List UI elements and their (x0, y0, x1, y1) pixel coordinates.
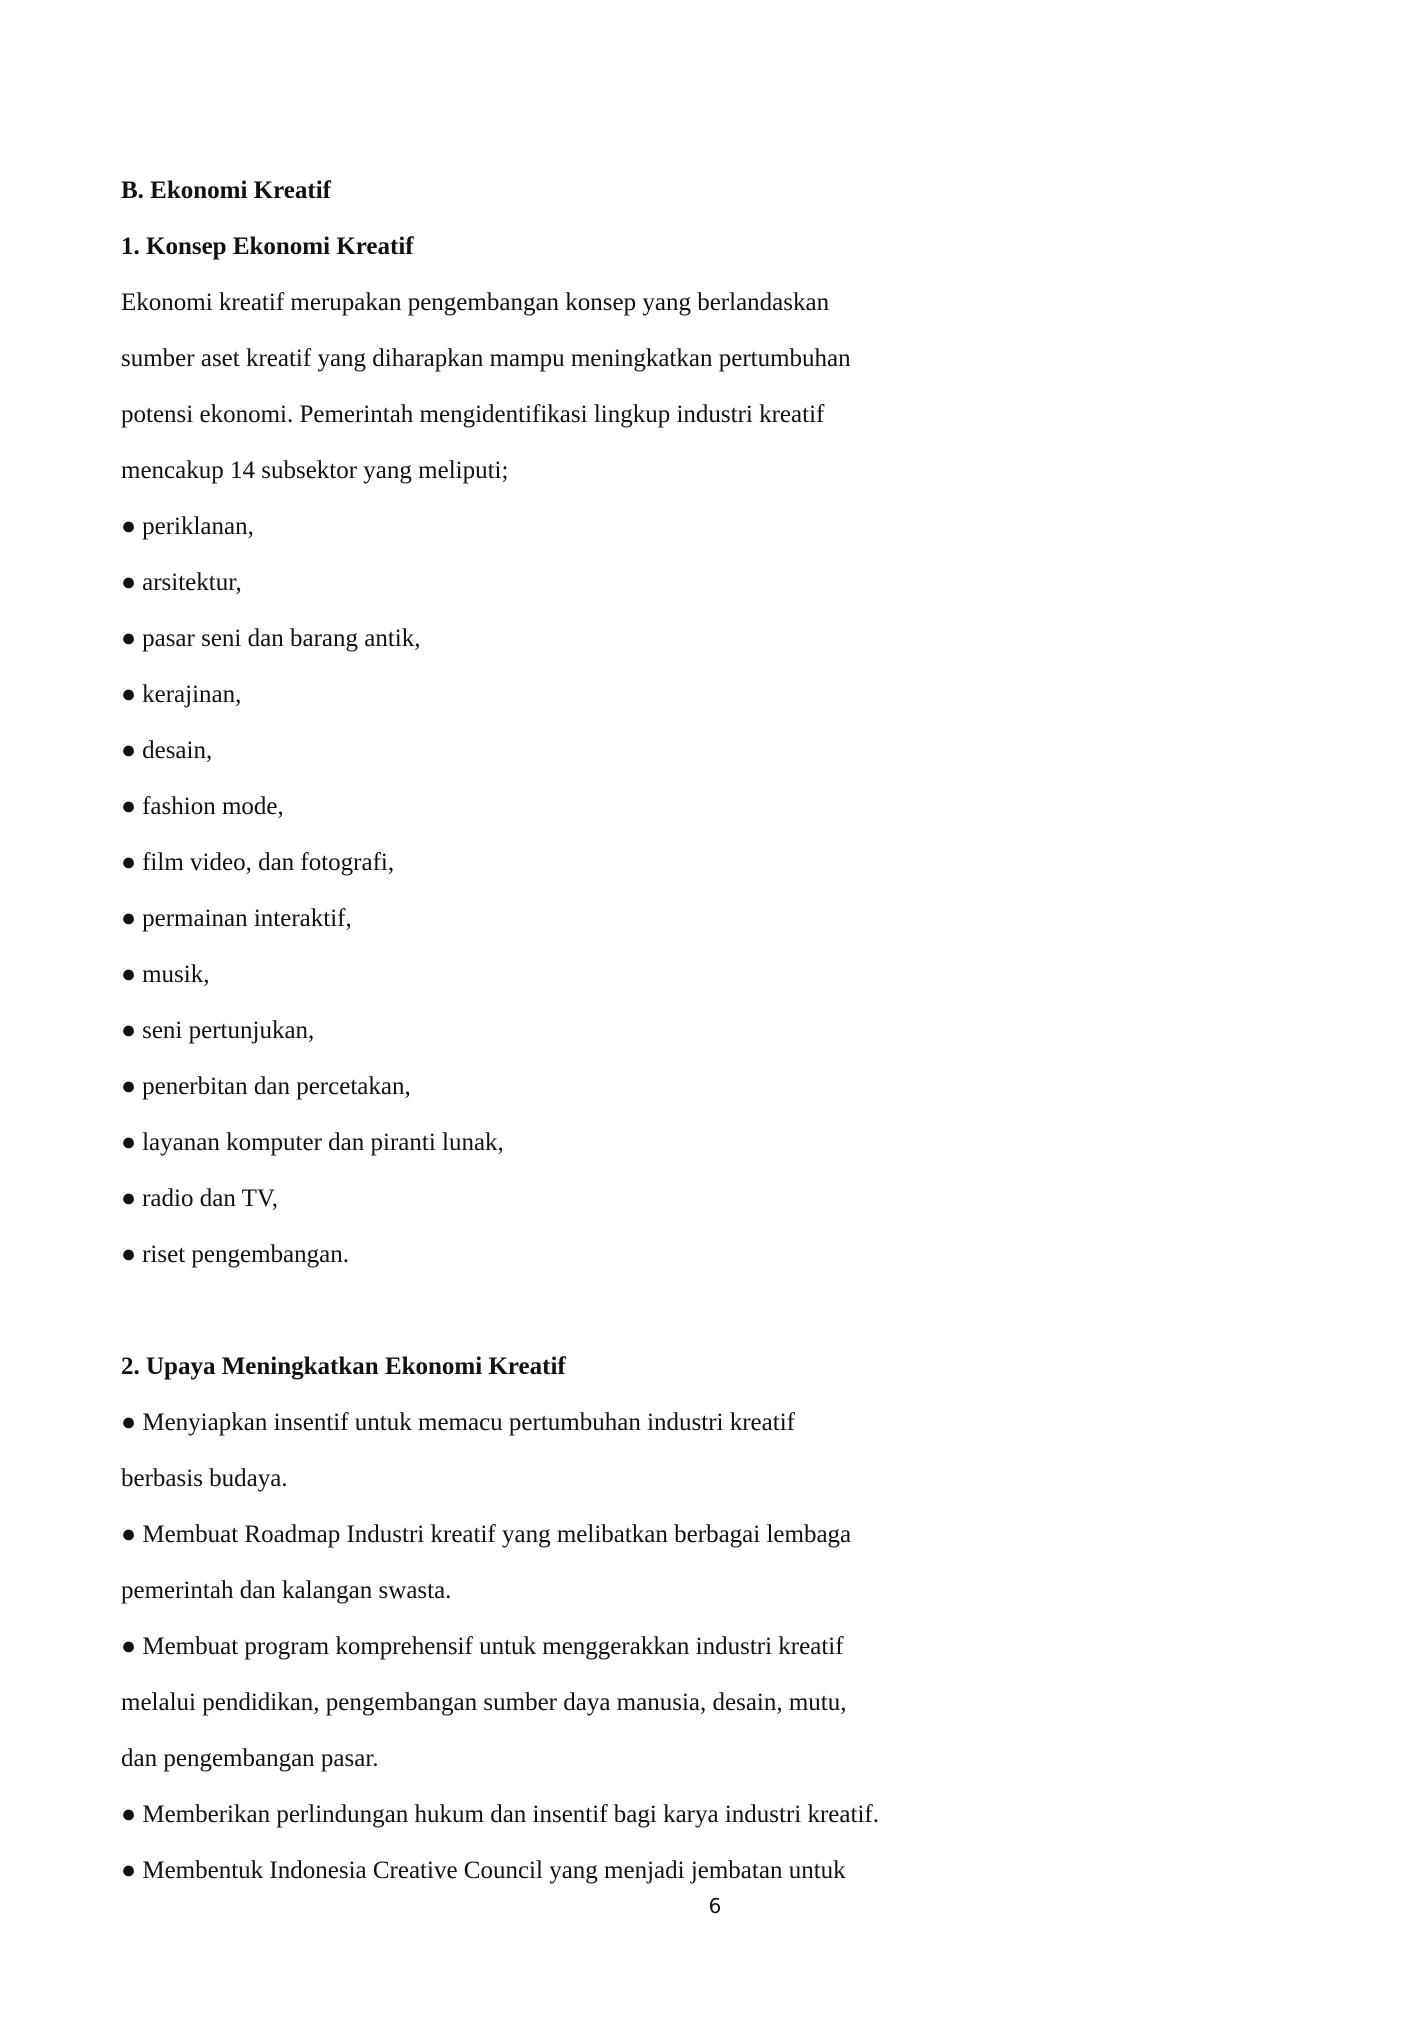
bullet-icon: ● (121, 905, 137, 932)
list-item (121, 1184, 278, 1214)
list-item-text: arsitektur, (142, 569, 242, 596)
bullet-icon: ● (121, 681, 137, 708)
bullet-icon: ● (121, 961, 137, 988)
efforts-line: ● Membentuk Indonesia Creative Council yang menjadi jembatan untuk (121, 1857, 846, 1884)
list-item (121, 1240, 349, 1270)
list-item (121, 848, 394, 878)
bullet-icon: ● (121, 1241, 137, 1268)
list-item (121, 512, 254, 542)
bullet-icon: ● (121, 793, 137, 820)
bullet-icon: ● (121, 1073, 137, 1100)
efforts-line: ● Memberikan perlindungan hukum dan insentif bagi karya industri kreatif. (121, 1801, 879, 1828)
list-item-text: periklanan, (142, 513, 254, 540)
efforts-heading: 2. Upaya Meningkatkan Ekonomi Kreatif (121, 1353, 566, 1380)
efforts-line: ● Menyiapkan insentif untuk memacu pertumbuhan industri kreatif (121, 1409, 795, 1436)
list-item-text: musik, (142, 961, 210, 988)
list-item-text: riset pengembangan. (142, 1241, 349, 1268)
list-item-text: layanan komputer dan piranti lunak, (142, 1129, 504, 1156)
efforts-line: berbasis budaya. (121, 1465, 288, 1492)
list-item-text: radio dan TV, (142, 1185, 278, 1212)
bullet-icon: ● (121, 1017, 137, 1044)
bullet-icon: ● (121, 569, 137, 596)
page-number: 6 (708, 1894, 722, 1918)
list-item-text: seni pertunjukan, (142, 1017, 315, 1044)
list-item-text: desain, (142, 737, 213, 764)
bullet-icon: ● (121, 849, 137, 876)
paragraph-line: sumber aset kreatif yang diharapkan mampu meningkatkan pertumbuhan (121, 345, 851, 372)
list-item (121, 904, 352, 934)
paragraph-line: mencakup 14 subsektor yang meliputi; (121, 457, 509, 484)
bullet-icon: ● (121, 1129, 137, 1156)
list-item (121, 792, 284, 822)
bullet-icon: ● (121, 1185, 137, 1212)
efforts-line: pemerintah dan kalangan swasta. (121, 1577, 452, 1604)
bullet-icon: ● (121, 737, 137, 764)
list-item-text: fashion mode, (142, 793, 284, 820)
efforts-line: dan pengembangan pasar. (121, 1745, 379, 1772)
list-item (121, 624, 420, 654)
list-item-text: film video, dan fotografi, (142, 849, 395, 876)
list-item (121, 1016, 314, 1046)
list-item (121, 568, 242, 598)
paragraph-line: potensi ekonomi. Pemerintah mengidentifikasi lingkup industri kreatif (121, 401, 825, 428)
paragraph-line: Ekonomi kreatif merupakan pengembangan konsep yang berlandaskan (121, 289, 830, 316)
list-item (121, 680, 241, 710)
list-item-text: kerajinan, (142, 681, 242, 708)
efforts-line: melalui pendidikan, pengembangan sumber daya manusia, desain, mutu, (121, 1689, 847, 1716)
concept-heading: 1. Konsep Ekonomi Kreatif (121, 233, 414, 260)
section-heading: B. Ekonomi Kreatif (121, 177, 331, 204)
list-item (121, 1072, 411, 1102)
list-item (121, 736, 212, 766)
efforts-line: ● Membuat Roadmap Industri kreatif yang melibatkan berbagai lembaga (121, 1521, 852, 1548)
list-item (121, 1128, 504, 1158)
bullet-icon: ● (121, 625, 137, 652)
list-item-text: pasar seni dan barang antik, (142, 625, 421, 652)
bullet-icon: ● (121, 513, 137, 540)
list-item (121, 960, 209, 990)
list-item-text: permainan interaktif, (142, 905, 352, 932)
efforts-line: ● Membuat program komprehensif untuk menggerakkan industri kreatif (121, 1633, 844, 1660)
list-item-text: penerbitan dan percetakan, (142, 1073, 411, 1100)
